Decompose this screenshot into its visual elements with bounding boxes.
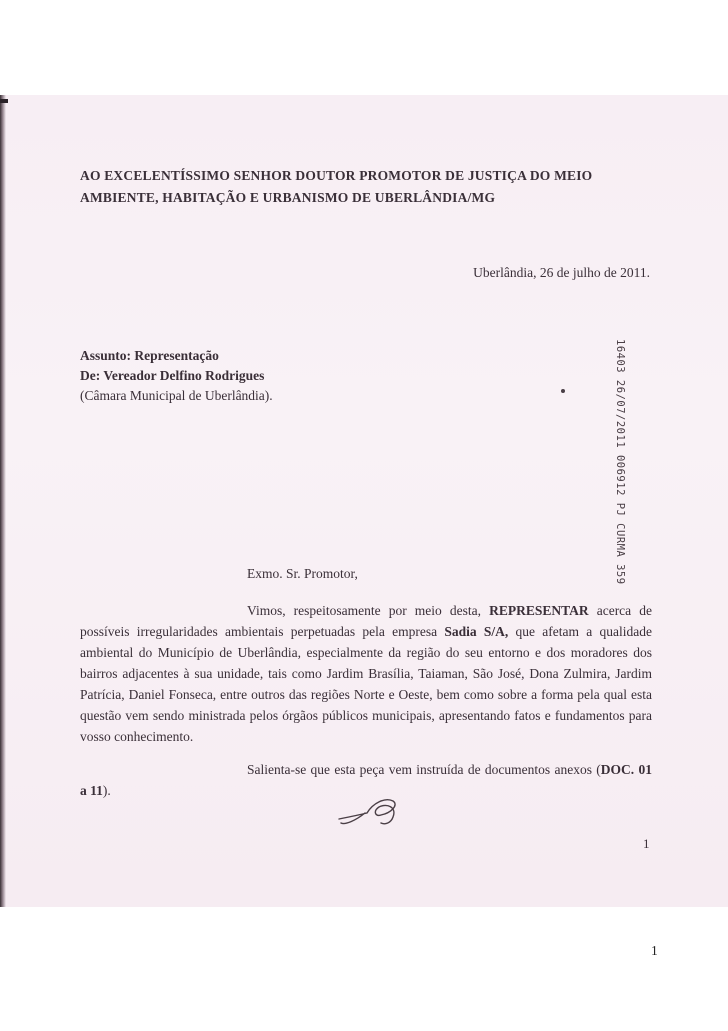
- paragraph-attachments: Salienta-se que esta peça vem instruída de documentos anexos (DOC. 01 a 11).: [80, 762, 652, 798]
- scan-edge-mark: [0, 99, 8, 103]
- handwritten-signature: [335, 793, 405, 833]
- subject-line: Assunto: Representação: [80, 348, 219, 363]
- document-heading: AO EXCELENTÍSSIMO SENHOR DOUTOR PROMOTOR DE JUSTIÇA DO MEIO AMBIENTE, HABITAÇÃO E URBANISMO DE UBERLÂNDIA/MG: [80, 168, 593, 205]
- scanned-page: [0, 95, 728, 907]
- salutation: Exmo. Sr. Promotor,: [247, 566, 358, 581]
- document-date: Uberlândia, 26 de julho de 2011.: [473, 265, 650, 280]
- paragraph-representation: Vimos, respeitosamente por meio desta, REPRESENTAR acerca de possíveis irregularidades ambientais perpetuadas pela empresa Sadia S/A, que afetam a qualidade ambiental do Município de Uberlândia, especialmente da região do seu entorno e dos moradores dos bairros adjacentes à sua unidade, tais como Jardim Brasília, Taiaman, São José, Dona Zulmira, Jardim Patrícia, Daniel Fonseca, entre outros das regiões Norte e Oeste, bem como sobre a forma pela qual esta questão vem sendo ministrada pelos órgãos públicos municipais, apresentando fatos e fundamentos para vosso conhecimento.: [80, 603, 653, 744]
- chamber-line: (Câmara Municipal de Uberlândia).: [80, 388, 273, 403]
- page-number: 1: [651, 943, 658, 958]
- sender-line: De: Vereador Delfino Rodrigues: [80, 368, 265, 383]
- document-meta: [80, 346, 273, 406]
- letter-body: [80, 600, 652, 815]
- scan-speck: [561, 389, 565, 393]
- scan-edge-shadow: [0, 95, 6, 907]
- scanned-page-number: 1: [643, 836, 650, 851]
- protocol-stamp: 16403 26/07/2011 006912 PJ CURMA 359: [614, 339, 626, 585]
